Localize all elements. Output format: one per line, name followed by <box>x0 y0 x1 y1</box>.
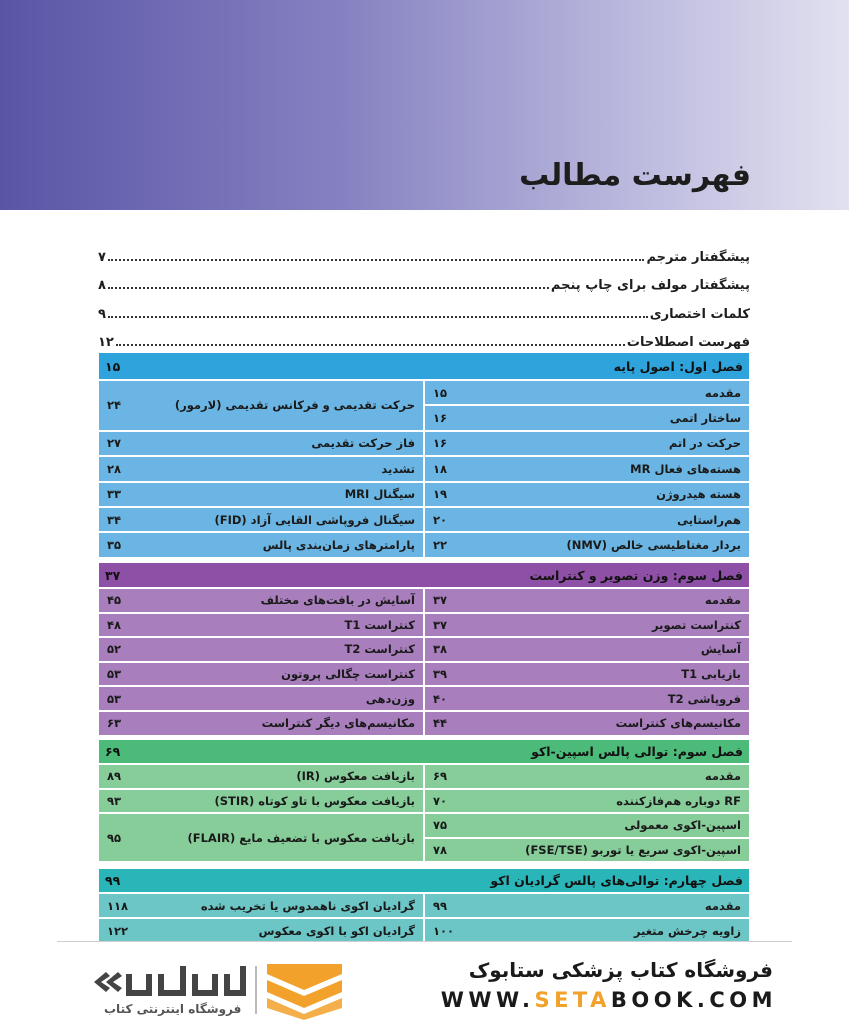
intro-label: فهرست اصطلاحات <box>626 335 750 350</box>
entry-page: ۶۹ <box>433 769 448 784</box>
entry-page: ۳۹ <box>433 667 448 682</box>
entry-label: کنتراست T1 <box>344 617 415 632</box>
entry-page: ۳۴ <box>107 512 122 527</box>
chapter-block <box>99 740 749 861</box>
entry-page: ۱۶ <box>433 436 448 451</box>
toc-entry[interactable] <box>425 589 749 612</box>
store-url[interactable] <box>441 988 777 1012</box>
chapter-page: ۶۹ <box>105 744 121 759</box>
header-banner <box>0 0 849 210</box>
chapter-column-right <box>425 381 749 557</box>
chapter-page: ۱۵ <box>105 358 121 374</box>
intro-row[interactable] <box>98 293 750 322</box>
leader-dots <box>116 344 625 346</box>
entry-label: حرکت در اتم <box>668 436 741 451</box>
intro-row[interactable] <box>98 265 750 294</box>
toc-entry[interactable] <box>425 765 749 788</box>
intro-page: ۱۲ <box>98 335 114 350</box>
toc-entry[interactable] <box>425 790 749 813</box>
logo-caption: فروشگاه اینترنتی کتاب <box>104 1002 242 1016</box>
entry-page: ۹۵ <box>107 830 122 845</box>
toc-entry[interactable] <box>425 687 749 710</box>
entry-page: ۴۴ <box>433 716 448 731</box>
leader-dots <box>108 316 648 318</box>
store-name: فروشگاه کتاب پزشکی ستابوک <box>468 958 773 982</box>
chapter-page: ۳۷ <box>105 567 121 583</box>
entry-label: آسایش <box>700 642 741 657</box>
chapter-header[interactable] <box>99 563 749 587</box>
toc-entry[interactable] <box>425 457 749 480</box>
entry-page: ۱۱۸ <box>107 898 129 913</box>
chapter-header[interactable] <box>99 353 749 379</box>
entry-label: فروپاشی T2 <box>667 691 741 706</box>
chapter-column-right <box>425 765 749 861</box>
entry-label: RF دوباره هم‌فازکننده <box>616 793 741 808</box>
page-title: فهرست مطالب <box>519 158 751 193</box>
entry-label: اسپین-اکوی سریع یا توربو (FSE/TSE) <box>525 843 741 858</box>
entry-label: مقدمه <box>704 385 741 400</box>
toc-entry[interactable] <box>99 663 423 686</box>
entry-label: پارامترهای زمان‌بندی پالس <box>262 538 415 553</box>
intro-label: پیشگفتار مولف برای چاپ پنجم <box>550 278 750 293</box>
toc-entry[interactable] <box>425 638 749 661</box>
entry-label: آسایش در بافت‌های مختلف <box>260 593 415 608</box>
entry-label: مقدمه <box>704 593 741 608</box>
entry-label: بازیافت معکوس با تضعیف مایع (FLAIR) <box>187 830 415 845</box>
toc-entry[interactable] <box>425 533 749 556</box>
intro-page: ۹ <box>98 306 106 322</box>
url-prefix: WWW. <box>440 988 535 1012</box>
logo-wordmark-icon <box>94 966 246 996</box>
intro-label: پیشگفتار مترجم <box>646 249 750 265</box>
entry-label: هسته‌های فعال MR <box>630 461 741 476</box>
chapter-column-left <box>99 381 423 557</box>
entry-page: ۱۹ <box>433 487 448 502</box>
entry-page: ۷۵ <box>433 818 448 833</box>
toc-entry[interactable] <box>425 839 749 862</box>
entry-page: ۱۵ <box>433 385 448 400</box>
entry-page: ۱۰۰ <box>433 923 455 938</box>
entry-label: فاز حرکت تقدیمی <box>311 436 415 451</box>
entry-page: ۴۵ <box>107 593 122 608</box>
chapter-title: فصل اول: اصول پایه <box>613 358 743 374</box>
intro-list <box>98 236 750 350</box>
entry-label: مکانیسم‌های کنتراست <box>615 716 741 731</box>
entry-label: سیگنال فروپاشی القایی آزاد (FID) <box>214 512 415 527</box>
toc-entry[interactable] <box>99 687 423 710</box>
entry-label: سیگنال MRI <box>344 487 415 502</box>
entry-label: هسته هیدروژن <box>656 487 741 502</box>
chapter-block <box>99 353 749 557</box>
toc-entry[interactable] <box>99 638 423 661</box>
entry-label: گرادیان اکوی ناهمدوس یا تخریب شده <box>200 898 415 913</box>
entry-page: ۲۷ <box>107 436 122 451</box>
entry-label: تشدید <box>381 461 415 476</box>
entry-page: ۵۳ <box>107 691 122 706</box>
toc-entry[interactable] <box>99 919 423 942</box>
toc-entry[interactable] <box>99 790 423 813</box>
entry-page: ۳۷ <box>433 617 448 632</box>
url-accent: SETA <box>534 988 611 1012</box>
entry-page: ۵۲ <box>107 642 122 657</box>
entry-page: ۱۸ <box>433 461 448 476</box>
entry-label: زاویه چرخش متغیر <box>633 923 741 938</box>
entry-page: ۲۴ <box>107 398 122 413</box>
entry-label: ساختار اتمی <box>669 411 741 426</box>
intro-row[interactable] <box>98 322 750 351</box>
toc-entry[interactable] <box>99 814 423 861</box>
toc-entry[interactable] <box>425 381 749 404</box>
chapter-header[interactable] <box>99 740 749 763</box>
toc-entry[interactable] <box>425 814 749 837</box>
toc-entry[interactable] <box>99 483 423 506</box>
entry-label: بردار مغناطیسی خالص (NMV) <box>566 538 741 553</box>
leader-dots <box>108 287 549 289</box>
toc-entry[interactable] <box>425 406 749 429</box>
intro-page: ۷ <box>98 249 106 265</box>
toc-entry[interactable] <box>99 894 423 917</box>
url-suffix: BOOK.COM <box>610 988 777 1012</box>
chapter-column-left <box>99 894 423 942</box>
intro-row[interactable] <box>98 236 750 265</box>
entry-label: مقدمه <box>704 898 741 913</box>
entry-page: ۳۵ <box>107 538 122 553</box>
entry-label: حرکت تقدیمی و فرکانس تقدیمی (لارمور) <box>174 398 415 413</box>
entry-label: کنتراست تصویر <box>652 617 741 632</box>
toc-entry[interactable] <box>425 508 749 531</box>
logo-chevron-icon <box>267 964 342 1020</box>
entry-label: بازیافت معکوس (IR) <box>296 769 415 784</box>
entry-page: ۴۰ <box>433 691 448 706</box>
chapter-column-left <box>99 589 423 735</box>
entry-page: ۳۷ <box>433 593 448 608</box>
entry-label: مکانیسم‌های دیگر کنتراست <box>261 716 415 731</box>
entry-page: ۲۸ <box>107 461 122 476</box>
toc-entry[interactable] <box>99 508 423 531</box>
toc-entry[interactable] <box>99 457 423 480</box>
toc-entry[interactable] <box>425 663 749 686</box>
entry-page: ۱۶ <box>433 411 448 426</box>
entry-page: ۳۳ <box>107 487 122 502</box>
chapter-column-right <box>425 894 749 942</box>
chapter-block <box>99 563 749 735</box>
footer-divider <box>57 941 792 942</box>
entry-label: کنتراست T2 <box>344 642 415 657</box>
chapter-header[interactable] <box>99 869 749 892</box>
toc-entry[interactable] <box>425 712 749 735</box>
entry-label: مقدمه <box>704 769 741 784</box>
entry-page: ۷۸ <box>433 843 448 858</box>
entry-label: بازیافت معکوس با تاو کوتاه (STIR) <box>214 793 415 808</box>
entry-page: ۹۳ <box>107 793 122 808</box>
entry-label: بازیابی T1 <box>681 667 741 682</box>
entry-page: ۶۳ <box>107 716 122 731</box>
entry-page: ۵۳ <box>107 667 122 682</box>
entry-page: ۲۰ <box>433 512 448 527</box>
toc-entry[interactable] <box>425 432 749 455</box>
chapter-block <box>99 869 749 942</box>
toc-entry[interactable] <box>99 614 423 637</box>
toc-entry[interactable] <box>99 589 423 612</box>
chapter-title: فصل چهارم: توالی‌های پالس گرادیان اکو <box>490 873 743 888</box>
entry-page: ۱۲۲ <box>107 923 129 938</box>
intro-label: کلمات اختصاری <box>649 306 750 322</box>
entry-label: وزن‌دهی <box>365 691 415 706</box>
chapter-title: فصل سوم: وزن تصویر و کنتراست <box>529 567 743 583</box>
entry-label: اسپین-اکوی معمولی <box>624 818 741 833</box>
entry-page: ۳۸ <box>433 642 448 657</box>
entry-label: کنتراست چگالی پروتون <box>281 667 415 682</box>
toc-entry[interactable] <box>425 919 749 942</box>
entry-page: ۲۲ <box>433 538 448 553</box>
entry-page: ۸۹ <box>107 769 122 784</box>
entry-label: گرادیان اکو با اکوی معکوس <box>258 923 415 938</box>
entry-page: ۷۰ <box>433 793 448 808</box>
chapter-column-right <box>425 589 749 735</box>
toc-entry[interactable] <box>425 614 749 637</box>
toc-entry[interactable] <box>425 483 749 506</box>
toc-entry[interactable] <box>99 533 423 556</box>
toc-entry[interactable] <box>99 432 423 455</box>
entry-page: ۴۸ <box>107 617 122 632</box>
toc-entry[interactable] <box>99 381 423 430</box>
entry-label: هم‌راستایی <box>677 512 741 527</box>
leader-dots <box>108 259 645 261</box>
toc-entry[interactable] <box>99 712 423 735</box>
chapter-page: ۹۹ <box>105 873 121 888</box>
chapter-column-left <box>99 765 423 861</box>
chapter-title: فصل سوم: توالی پالس اسپین-اکو <box>531 744 743 759</box>
intro-page: ۸ <box>98 278 106 293</box>
entry-page: ۹۹ <box>433 898 448 913</box>
toc-entry[interactable] <box>99 765 423 788</box>
toc-entry[interactable] <box>425 894 749 917</box>
